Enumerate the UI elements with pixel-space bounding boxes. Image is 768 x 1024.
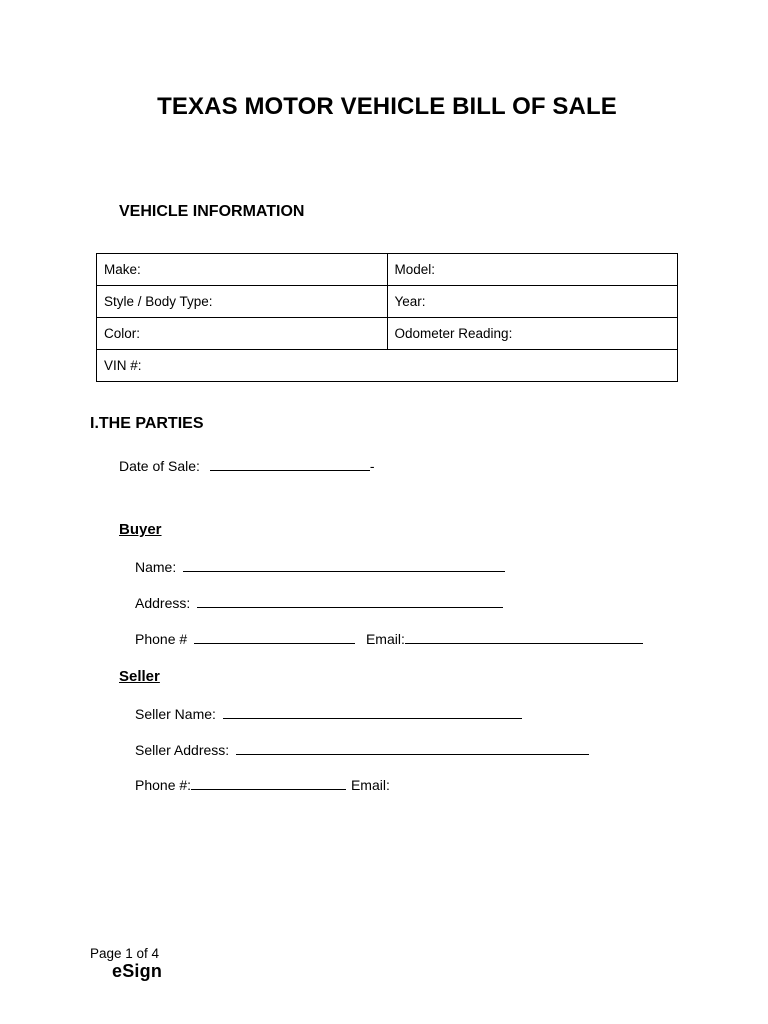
date-of-sale-row [119,458,375,474]
seller-name-label: Seller Name: [135,706,216,722]
year-field[interactable]: Year: [387,286,678,318]
page-indicator: Page 1 of 4 [90,946,160,961]
seller-address-input[interactable] [236,742,589,755]
esign-logo: eSign [112,961,163,981]
buyer-address-label: Address: [135,595,191,611]
odometer-reading-field[interactable]: Odometer Reading: [387,318,678,350]
buyer-phone-label: Phone # [135,631,188,647]
buyer-name-label: Name: [135,559,177,575]
style-body-type-field[interactable]: Style / Body Type: [97,286,388,318]
buyer-name-input[interactable] [183,559,505,572]
seller-phone-input[interactable] [191,777,346,790]
date-of-sale-label: Date of Sale: [119,458,200,474]
color-field[interactable]: Color: [97,318,388,350]
document-title: TEXAS MOTOR VEHICLE BILL OF SALE [157,93,617,120]
buyer-address-input[interactable] [197,595,503,608]
buyer-address-row [135,595,503,611]
make-field[interactable]: Make: [97,254,388,286]
table-row [97,318,678,350]
vehicle-information-table [96,253,678,382]
date-of-sale-input[interactable] [210,458,370,471]
model-field[interactable]: Model: [387,254,678,286]
seller-address-label: Seller Address: [135,742,230,758]
seller-name-input[interactable] [223,706,522,719]
seller-phone-label: Phone #: [135,777,192,793]
buyer-contact-row [135,631,643,647]
seller-address-row [135,742,589,758]
table-row [97,254,678,286]
seller-heading: Seller [119,668,160,685]
buyer-email-label: Email: [365,631,405,647]
table-row [97,286,678,318]
vehicle-information-heading: VEHICLE INFORMATION [119,203,305,220]
buyer-phone-input[interactable] [194,631,355,644]
seller-contact-row [135,777,390,793]
the-parties-heading: I.THE PARTIES [90,415,204,432]
seller-name-row [135,706,522,722]
buyer-email-input[interactable] [405,631,643,644]
seller-email-label: Email: [350,777,390,793]
buyer-name-row [135,559,505,575]
table-row [97,350,678,382]
date-of-sale-trailing: - [369,458,375,474]
buyer-heading: Buyer [119,521,162,538]
vin-field[interactable]: VIN #: [97,350,678,382]
